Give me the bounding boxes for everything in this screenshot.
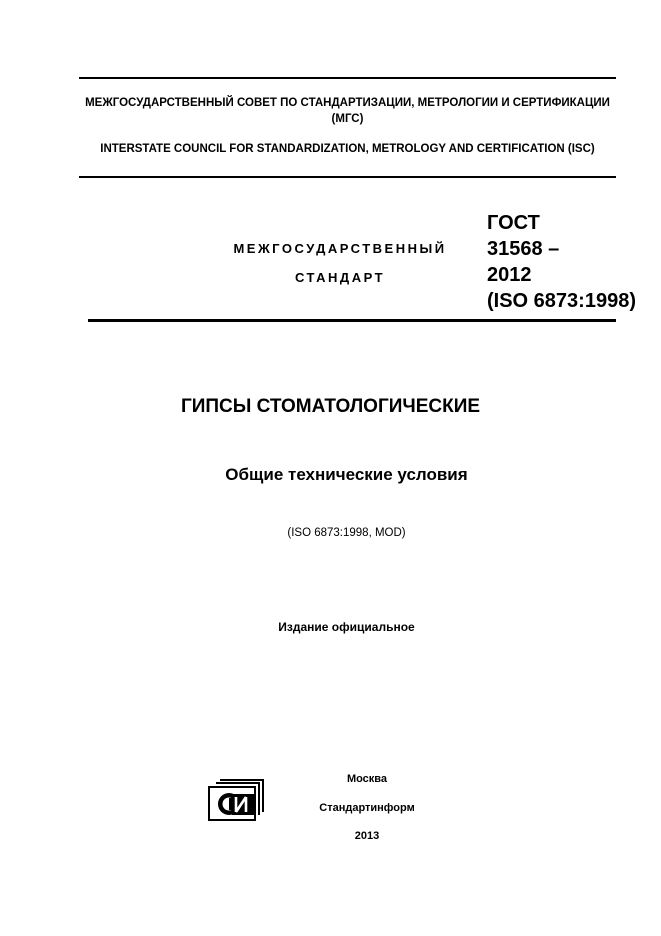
top-rule — [79, 77, 616, 79]
designation-rule — [88, 319, 616, 322]
designation-line2: 31568 – — [487, 238, 560, 260]
standard-type-line1: МЕЖГОСУДАРСТВЕННЫЙ — [233, 241, 447, 256]
publication-year: 2013 — [354, 830, 380, 842]
edition-label: Издание официальное — [278, 620, 415, 634]
standard-type — [200, 234, 480, 292]
designation-line1: ГОСТ — [487, 212, 540, 234]
publisher-city: Москва — [346, 773, 388, 785]
standard-designation — [487, 210, 636, 314]
standard-type-line2: СТАНДАРТ — [294, 270, 386, 285]
council-name-en: INTERSTATE COUNCIL FOR STANDARDIZATION, METROLOGY AND CERTIFICATION (ISC) — [100, 143, 595, 155]
document-title: ГИПСЫ СТОМАТОЛОГИЧЕСКИЕ — [180, 396, 481, 417]
publisher-name: Стандартинформ — [319, 802, 415, 814]
council-rule — [79, 176, 616, 178]
document-subtitle: Общие технические условия — [225, 465, 468, 484]
council-name-ru: МЕЖГОСУДАРСТВЕННЫЙ СОВЕТ ПО СТАНДАРТИЗАЦИИ, МЕТРОЛОГИИ И СЕРТИФИКАЦИИ (МГС) — [85, 97, 610, 125]
designation-line3: 2012 — [487, 264, 532, 286]
iso-reference: (ISO 6873:1998, MOD) — [287, 527, 406, 539]
standartinform-logo-icon — [208, 778, 264, 822]
designation-line4: (ISO 6873:1998) — [487, 290, 636, 312]
